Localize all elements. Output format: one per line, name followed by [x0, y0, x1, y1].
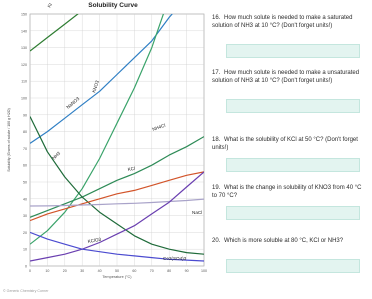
series-label: Ce2(SO4)3 — [163, 256, 187, 261]
x-tick-label: 10 — [45, 269, 50, 273]
x-axis-label: Temperature (°C) — [102, 275, 132, 279]
y-tick-label: 110 — [21, 79, 27, 84]
question-19: 19. What is the change in solubility of KNO3 from 40 °C to 70 °C? — [212, 185, 362, 199]
x-tick-label: 30 — [80, 269, 85, 273]
y-tick-label: 20 — [23, 230, 27, 235]
x-tick-label: 20 — [62, 269, 67, 273]
x-tick-label: 90 — [184, 269, 189, 273]
answer-box-19[interactable] — [226, 206, 360, 220]
x-tick-label: 80 — [167, 269, 172, 273]
y-tick-label: 30 — [23, 214, 27, 219]
answer-box-18[interactable] — [226, 158, 360, 172]
credit-text: © Generic Chemistry Corner — [3, 289, 49, 293]
y-tick-label: 50 — [23, 180, 27, 185]
series-label: NH4Cl — [151, 122, 167, 132]
question-17: 17. How much solute is needed to make a unsaturated solution of NH3 at 10 °C? (Don't forget units!) — [212, 70, 360, 84]
chart-title: Solubility Curve — [88, 2, 138, 9]
x-tick-label: 100 — [201, 269, 207, 273]
series-label: NaCl — [192, 210, 203, 215]
x-tick-label: 70 — [149, 269, 154, 273]
question-20: 20. Which is more soluble at 80 °C, KCl or NH3? — [212, 238, 344, 244]
question-16: 16. How much solute is needed to make a saturated solution of NH3 at 10 °C? (Don't forget units!) — [212, 15, 353, 29]
series-label: NH3 — [51, 150, 62, 161]
series-label: KI — [46, 2, 54, 9]
y-tick-label: 70 — [23, 146, 27, 151]
x-tick-label: 0 — [29, 269, 31, 273]
x-tick-label: 50 — [115, 269, 119, 273]
y-tick-label: 60 — [23, 163, 27, 168]
y-tick-label: 150 — [21, 12, 27, 17]
y-tick-label: 120 — [21, 62, 27, 67]
y-tick-label: 90 — [23, 113, 27, 118]
series-label: KClO3 — [87, 236, 102, 244]
answer-box-20[interactable] — [226, 259, 360, 273]
x-tick-label: 40 — [97, 269, 102, 273]
y-tick-label: 10 — [23, 247, 27, 252]
x-tick-label: 60 — [132, 269, 137, 273]
question-18: 18. What is the solubility of KCl at 50 °C? (Don't forget units!) — [212, 137, 358, 151]
y-tick-label: 0 — [25, 264, 27, 269]
y-tick-label: 100 — [21, 96, 27, 101]
answer-box-16[interactable] — [226, 44, 360, 58]
y-tick-label: 40 — [23, 197, 27, 202]
series-label: KCl — [127, 165, 136, 172]
y-tick-label: 130 — [21, 46, 27, 51]
series-label: NaNO3 — [65, 96, 81, 110]
series-label: KNO3 — [91, 79, 100, 94]
answer-box-17[interactable] — [226, 99, 360, 113]
y-axis-label: Solubility (Grams of solute / 100 g H2O) — [7, 108, 11, 172]
y-tick-label: 140 — [21, 29, 27, 34]
y-tick-label: 80 — [23, 130, 27, 135]
